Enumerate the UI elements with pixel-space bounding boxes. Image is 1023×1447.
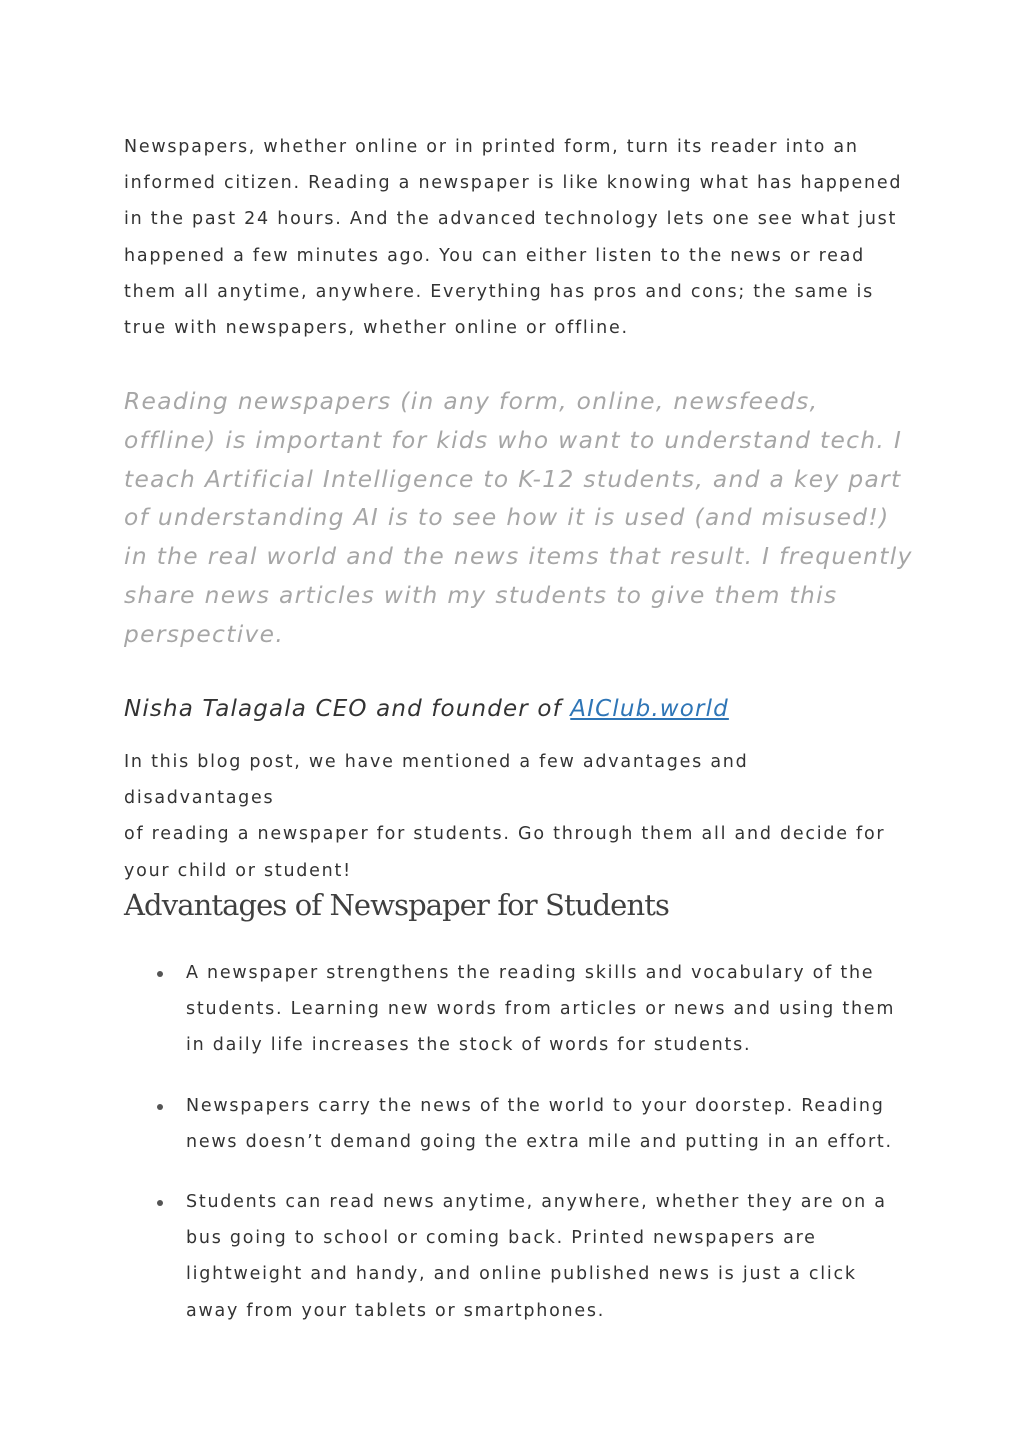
quote-line: Reading newspapers (in any form, online, newsfeeds,: [124, 388, 819, 415]
aiclub-link[interactable]: AIClub.world: [570, 696, 729, 722]
text-line: news doesn’t demand going the extra mile and putting in an effort.: [186, 1132, 893, 1153]
text-line: bus going to school or coming back. Printed newspapers are: [186, 1228, 817, 1249]
text-line: Newspapers, whether online or in printed form, turn its reader into an: [124, 137, 859, 157]
section-heading: Advantages of Newspaper for Students: [124, 888, 669, 922]
text-line: Students can read news anytime, anywhere, whether they are on a: [186, 1192, 887, 1212]
text-line: students. Learning new words from articles or news and using them: [186, 999, 896, 1020]
quote-line: offline) is important for kids who want to understand tech. I: [124, 426, 903, 454]
blog-intro-paragraph: [124, 744, 904, 889]
text-line: of reading a newspaper for students. Go through them all and decide for: [124, 824, 886, 845]
quote-line: share news articles with my students to give them this: [124, 581, 838, 609]
text-line: In this blog post, we have mentioned a few advantages and disadvantages: [124, 752, 749, 809]
text-line: informed citizen. Reading a newspaper is like knowing what has happened: [124, 173, 903, 194]
bullet-icon: [157, 971, 163, 977]
text-line: your child or student!: [124, 860, 352, 881]
text-line: Newspapers carry the news of the world to your doorstep. Reading: [186, 1096, 885, 1116]
attribution-text: Nisha Talagala CEO and founder of: [124, 696, 571, 722]
text-line: away from your tablets or smartphones.: [186, 1300, 606, 1321]
text-line: happened a few minutes ago. You can either listen to the news or read: [124, 245, 866, 266]
intro-paragraph: [124, 129, 904, 346]
text-line: lightweight and handy, and online published news is just a click: [186, 1264, 857, 1285]
quote-line: perspective.: [124, 620, 285, 648]
quote-line: in the real world and the news items that result. I frequently: [124, 543, 913, 571]
text-line: true with newspapers, whether online or offline.: [124, 318, 629, 339]
bullet-icon: [157, 1104, 163, 1110]
text-line: in the past 24 hours. And the advanced technology lets one see what just: [124, 209, 898, 230]
list-item: [186, 955, 916, 1064]
quote-line: of understanding AI is to see how it is used (and misused!): [124, 504, 890, 532]
quote-line: teach Artificial Intelligence to K-12 students, and a key part: [124, 465, 902, 493]
text-line: in daily life increases the stock of words for students.: [186, 1035, 752, 1056]
list-item: [186, 1184, 916, 1329]
text-line: them all anytime, anywhere. Everything has pros and cons; the same is: [124, 281, 875, 302]
bullet-icon: [157, 1200, 163, 1206]
text-line: A newspaper strengthens the reading skills and vocabulary of the: [186, 963, 875, 983]
pull-quote: [124, 383, 914, 655]
list-item: [186, 1088, 916, 1160]
quote-attribution: [124, 690, 904, 728]
